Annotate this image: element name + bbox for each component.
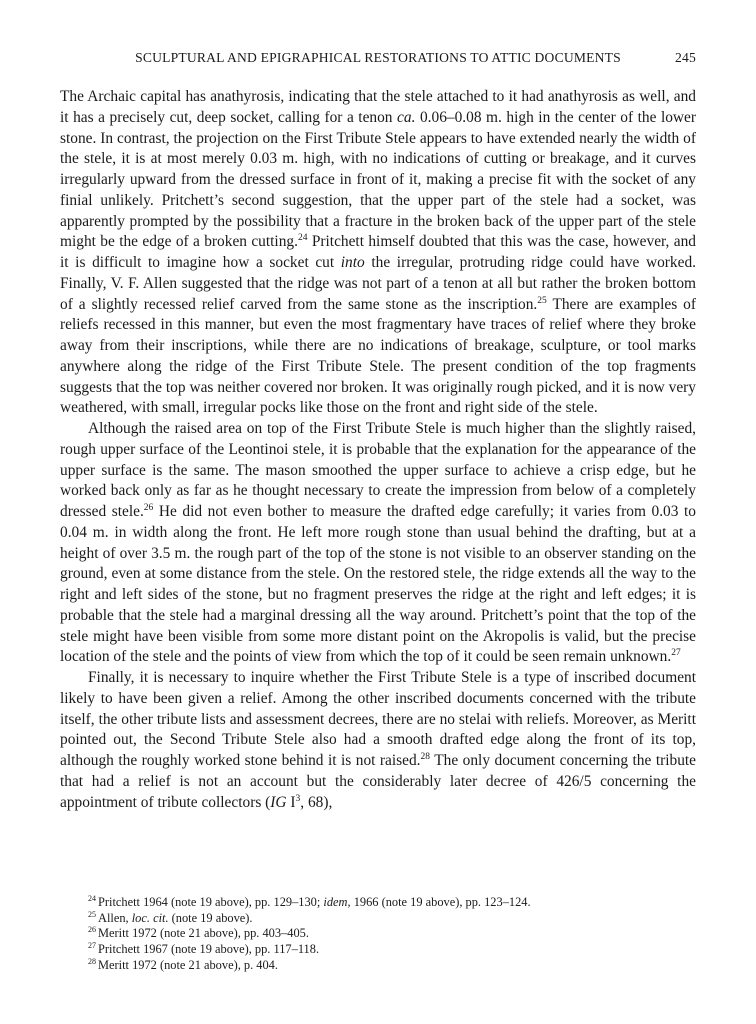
italic-run: idem	[323, 895, 348, 909]
text-run: I	[286, 793, 296, 811]
text-run: Meritt 1972 (note 21 above), p. 404.	[98, 957, 278, 972]
italic-run: into	[340, 254, 365, 271]
text-run: Pritchett himself doubted that this was the case, however, and it is difficult to imagine how a socket cut	[60, 233, 696, 271]
footnote-number: 27	[88, 941, 96, 951]
note-reference: 27	[671, 648, 681, 659]
footnote	[60, 895, 696, 911]
running-head-title: SCULPTURAL AND EPIGRAPHICAL RESTORATIONS TO ATTIC DOCUMENTS	[135, 50, 621, 65]
text-run: Pritchett 1964 (note 19 above), pp. 129–130;	[98, 895, 324, 909]
text-run: The Archaic capital has anathyrosis, indicating that the stele attached to it had anathyrosis as well, and it has a precisely cut, deep socket, calling for a tenon	[60, 88, 696, 126]
footnotes	[60, 895, 696, 974]
footnote-number: 26	[88, 925, 96, 935]
text-run: Pritchett 1967 (note 19 above), pp. 117–118.	[98, 942, 320, 957]
text-run: Although the raised area on top of the First Tribute Stele is much higher than the slightly raised, rough upper surface of the Leontinoi stele, it is probable that the explanation for the appearance of the upper surface is the same. The mason smoothed the upper surface to achieve a crisp edge, but he worked back only as far as he thought necessary to create the impression from below of a completely dressed stele.	[60, 420, 696, 520]
paragraph	[60, 668, 696, 813]
text-run: , 68),	[300, 793, 333, 811]
text-run: Meritt 1972 (note 21 above), pp. 403–405.	[98, 926, 309, 941]
italic-run: loc. cit.	[131, 910, 169, 925]
footnote-number: 25	[88, 909, 96, 919]
text-run: Finally, it is necessary to inquire whether the First Tribute Stele is a type of inscribed document likely to have been given a relief. Among the other inscribed documents concerned with the tribute itself, the other tribute lists and assessment decrees, there are no stelai with reliefs. Moreover, as Meritt pointed out, the Second Tribute Stele also had a smooth drafted edge along the front of its top, although the roughly worked stone behind it is not raised.	[60, 669, 696, 769]
text-run: , 1966 (note 19 above), pp. 123–124.	[347, 895, 531, 909]
text-run: The only document concerning the tribute that had a relief is not an account but the considerably later decree of 426/5 concerning the appointment of tribute collectors (	[60, 752, 696, 811]
body-text	[60, 87, 696, 813]
text-run: He did not even bother to measure the drafted edge carefully; it varies from 0.03 to 0.04 m. in width along the front. He left more rough stone than usual behind the drafting, but at a height of over 3.5 m. the rough part of the top of the stone is not visible to an observer standing on the ground, even at some distance from the stele. On the restored stele, the ridge extends all the way to the right and left sides of the stone, but no fragment preserves the ridge at the right and left edges; it is probable that the stele had a marginal dressing all the way around. Pritchett’s point that the top of the stele might have been visible from some more distant point on the Akropolis is valid, but the precise location of the stele and the points of view from which the top of it could be seen remain unknown.	[60, 503, 696, 666]
note-reference: 26	[143, 503, 154, 513]
footnote	[60, 958, 696, 974]
text-run: the irregular, protruding ridge could have worked. Finally, V. F. Allen suggested that the ridge was not part of a tenon at all but rather the broken bottom of a slightly recessed relief carved from the same stone as the inscription.	[60, 254, 696, 313]
footnote	[60, 911, 696, 927]
footnote-number: 24	[88, 894, 96, 903]
text-run: Allen,	[98, 910, 132, 925]
italic-run: IG	[270, 793, 287, 811]
paragraph	[60, 419, 696, 668]
text-run: There are examples of reliefs recessed in this manner, but even the most fragmentary have traces of relief where they broke away from their inscriptions, while there are no indications of breakage, sculpture, or tool marks anywhere along the ridge of the First Tribute Stele. The present condition of the top fragments suggests that the top was neither covered nor broken. It was originally rough picked, and it is now very weathered, with small, irregular pocks like those on the front and right side of the stele.	[60, 295, 696, 417]
italic-run: ca.	[397, 108, 416, 126]
paragraph	[60, 87, 696, 419]
page-number: 245	[675, 50, 696, 65]
text-run: 0.06–0.08 m. high in the center of the lower stone. In contrast, the projection on the First Tribute Stele appears to have extended nearly the width of the stele, it is at most merely 0.03 m. high, with no indications of cutting or breakage, and it curves irregularly upward from the dressed surface in front of it, making a precise fit with the socket of any finial unlikely. Pritchett’s second suggestion, that the upper part of the stele had a socket, was apparently prompted by the possibility that a fracture in the broken back of the upper part of the stele might be the edge of a broken cutting.	[60, 108, 696, 251]
footnote	[60, 926, 696, 942]
note-reference: 25	[537, 295, 547, 306]
note-reference: 28	[420, 752, 431, 762]
footnote	[60, 942, 696, 958]
text-run: (note 19 above).	[168, 910, 253, 925]
note-reference: 3	[295, 793, 301, 804]
running-head	[60, 50, 696, 66]
footnote-number: 28	[88, 956, 96, 966]
note-reference: 24	[297, 233, 308, 244]
